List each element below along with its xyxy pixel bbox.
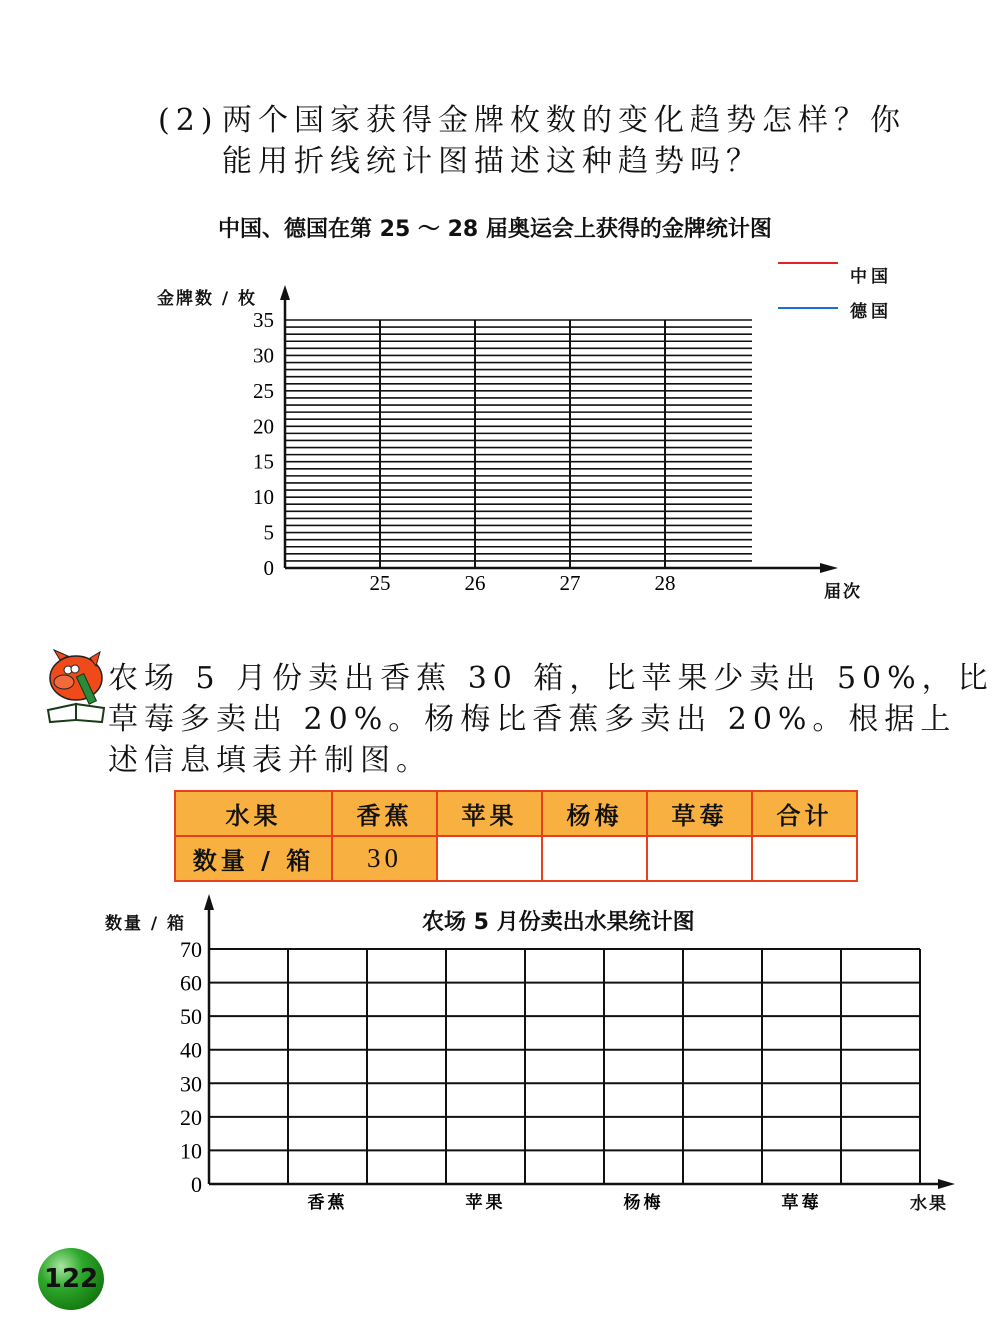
chart1-x-tick-label: 28 <box>654 571 676 595</box>
problem-line-3: 述信息填表并制图。 <box>108 743 432 778</box>
chart1-title: 中国、德国在第 25 ～ 28 届奥运会上获得的金牌统计图 <box>218 217 772 242</box>
chart2-y-tick-label: 30 <box>180 1071 202 1097</box>
chart2-x-tick-label: 杨梅 <box>623 1193 664 1213</box>
fruit-table <box>174 790 858 882</box>
table-header-cell: 杨梅 <box>542 791 647 836</box>
chart2-bar-chart <box>0 880 1000 1230</box>
chart2-y-tick-label: 60 <box>180 970 202 996</box>
chart1-x-tick-label: 26 <box>464 571 486 595</box>
chart2-y-tick-label: 10 <box>180 1138 202 1164</box>
legend-germany-line <box>778 307 838 309</box>
chart1-y-tick-label: 25 <box>253 378 274 403</box>
total-quantity-cell[interactable] <box>752 836 857 881</box>
apple-quantity-cell[interactable] <box>437 836 542 881</box>
legend-germany-label: 德国 <box>850 302 892 322</box>
chart1-y-tick-label: 15 <box>253 449 274 474</box>
legend-china-label: 中国 <box>850 267 892 287</box>
chart1-y-tick-label: 35 <box>253 308 274 332</box>
chart2-title: 农场 5 月份卖出水果统计图 <box>422 910 695 935</box>
chart1-y-tick-label: 20 <box>253 414 274 439</box>
chart1-y-tick-label: 10 <box>253 485 274 510</box>
table-header-row <box>175 791 857 836</box>
table-row-label: 数量 / 箱 <box>175 836 332 881</box>
chart2-y-tick-label: 70 <box>180 937 202 962</box>
table-row <box>175 836 857 881</box>
chart2-x-tick-label: 苹果 <box>465 1193 506 1213</box>
chart1-y-axis-arrow-icon <box>280 285 290 300</box>
problem-line-2: 草莓多卖出 20%。杨梅比香蕉多卖出 20%。根据上 <box>108 702 957 737</box>
chart2-x-tick-label: 草莓 <box>781 1193 822 1213</box>
table-header-cell: 合计 <box>752 791 857 836</box>
pig-mascot-icon <box>42 648 110 724</box>
page-number: 122 <box>43 1264 99 1294</box>
chart1-x-tick-label: 27 <box>559 571 581 595</box>
problem-line-1: 农场 5 月份卖出香蕉 30 箱，比苹果少卖出 50%，比 <box>108 661 994 696</box>
chart2-y-tick-label: 40 <box>180 1037 202 1063</box>
page-number-badge <box>38 1248 104 1310</box>
chart2-y-tick-label: 0 <box>191 1172 202 1197</box>
strawberry-quantity-cell[interactable] <box>647 836 752 881</box>
table-header-cell: 苹果 <box>437 791 542 836</box>
legend-china-line <box>778 262 838 264</box>
chart1-y-tick-label: 5 <box>263 520 274 545</box>
chart1-x-tick-label: 25 <box>369 571 391 595</box>
chart2-y-axis-label: 数量 / 箱 <box>105 914 187 934</box>
bayberry-quantity-cell[interactable] <box>542 836 647 881</box>
chart1-y-tick-label: 0 <box>263 556 274 580</box>
banana-quantity-cell: 30 <box>332 836 437 881</box>
chart2-y-axis-arrow-icon <box>204 894 214 910</box>
question-number: (2) <box>158 103 219 138</box>
chart2-y-tick-label: 50 <box>180 1004 202 1030</box>
chart2-x-axis-label: 水果 <box>910 1194 948 1214</box>
chart2-y-tick-label: 20 <box>180 1104 202 1130</box>
chart1-x-axis-label: 届次 <box>824 582 862 602</box>
question-line-1: 两个国家获得金牌枚数的变化趋势怎样？你 <box>222 103 906 138</box>
table-header-cell: 水果 <box>175 791 332 836</box>
chart1-y-axis-label: 金牌数 / 枚 <box>157 289 258 309</box>
chart1-y-tick-label: 30 <box>253 343 274 368</box>
chart2-x-tick-label: 香蕉 <box>307 1193 348 1213</box>
chart2-x-axis-arrow-icon <box>938 1179 955 1189</box>
chart1-x-axis-arrow-icon <box>820 563 838 573</box>
table-header-cell: 香蕉 <box>332 791 437 836</box>
question-line-2: 能用折线统计图描述这种趋势吗？ <box>222 144 762 179</box>
table-header-cell: 草莓 <box>647 791 752 836</box>
